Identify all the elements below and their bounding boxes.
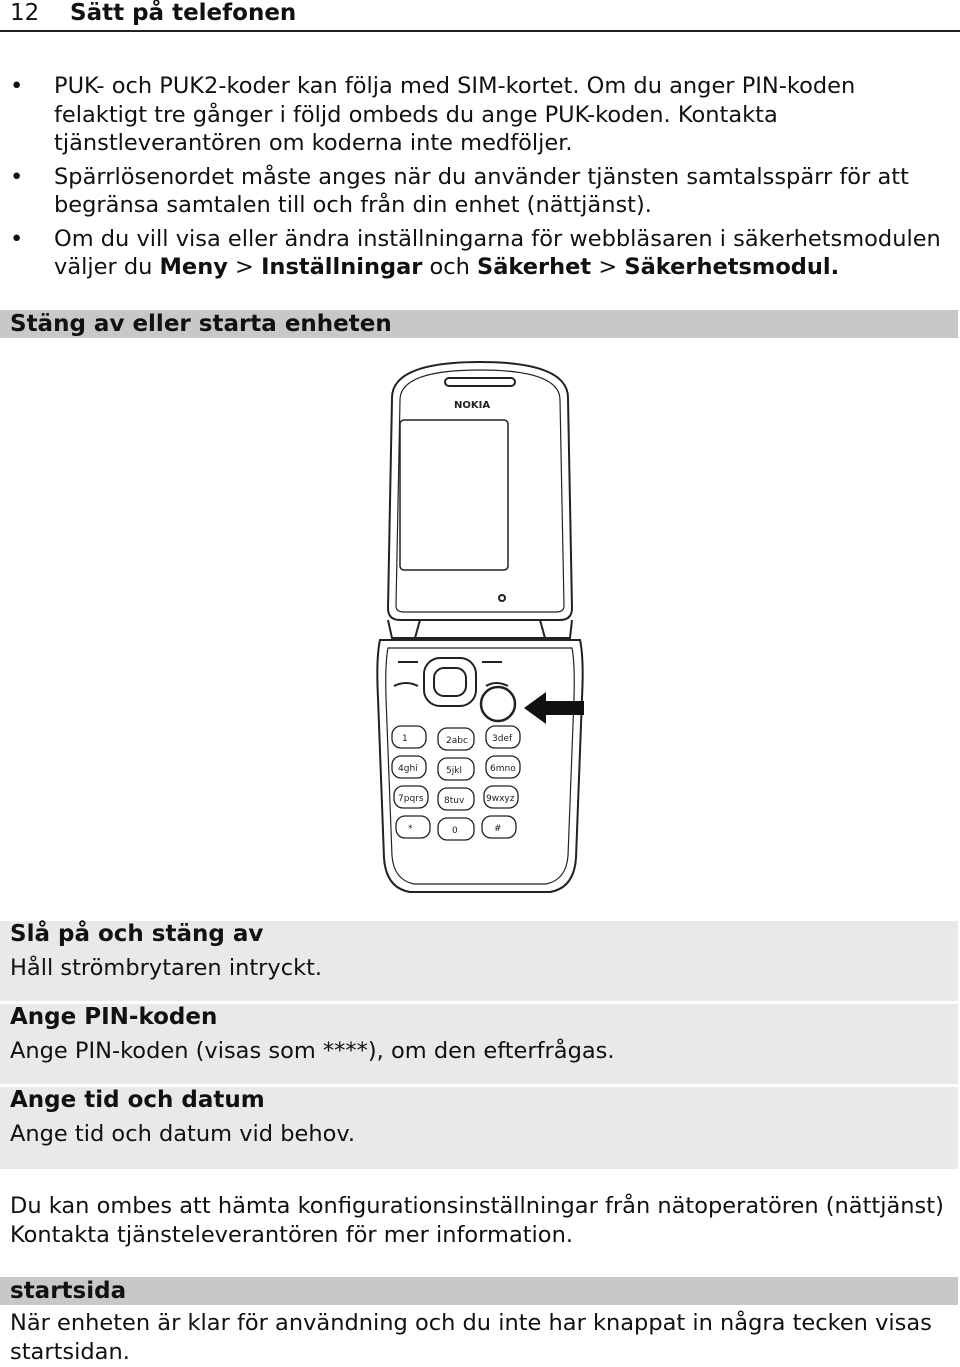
phone-illustration <box>370 358 590 898</box>
list-item <box>0 72 960 158</box>
key-label: 8tuv <box>444 796 465 806</box>
bullet-icon: • <box>10 225 24 252</box>
bullet-icon: • <box>10 73 24 99</box>
menu-path-meny: Meny <box>159 254 228 280</box>
step-title: Slå på och stäng av <box>10 921 264 947</box>
menu-path-sakerhetsmodul: Säkerhetsmodul <box>624 254 831 280</box>
key-label: 0 <box>452 826 458 836</box>
key-label: * <box>408 824 413 834</box>
section-title: Stäng av eller starta enheten <box>10 311 392 337</box>
list-item <box>0 225 960 282</box>
bullet-text: Spärrlösenordet måste anges när du använder tjänsten samtalsspärr för att begränsa samtalen till och från din enhet (nättjänst). <box>54 163 909 218</box>
body-text: När enheten är klar för användning och du inte har knappat in några tecken visas startsidan. <box>10 1310 932 1365</box>
key-label: # <box>494 824 502 834</box>
bullet-list <box>0 72 960 287</box>
key-label: 7pqrs <box>398 794 424 804</box>
chapter-title: Sätt på telefonen <box>70 0 297 26</box>
menu-separator: > <box>227 254 262 280</box>
list-item <box>0 163 960 220</box>
key-label: 2abc <box>446 736 468 746</box>
key-label: 4ghi <box>398 764 418 774</box>
menu-path-sakerhet: Säkerhet <box>477 254 592 280</box>
key-label: 3def <box>492 734 513 744</box>
menu-path-installningar: Inställningar <box>261 254 423 280</box>
phone-drawing <box>370 358 590 898</box>
step-title: Ange PIN-koden <box>10 1004 218 1030</box>
page-header <box>0 0 960 32</box>
brand-logo: NOKIA <box>454 400 491 411</box>
steps-panel <box>0 921 958 1169</box>
sentence-end: . <box>830 254 840 280</box>
bullet-text: PUK- och PUK2-koder kan följa med SIM-kortet. Om du anger PIN-koden felaktigt tre gånger i följd ombeds du ange PUK-koden. Kontakta tjänstleverantören om koderna inte medföljer. <box>54 73 856 156</box>
step-title: Ange tid och datum <box>10 1087 265 1113</box>
page-number: 12 <box>10 0 40 26</box>
section-heading <box>0 310 958 338</box>
menu-separator: > <box>591 254 625 280</box>
key-label: 9wxyz <box>486 794 515 804</box>
step-text: Ange tid och datum vid behov. <box>10 1121 356 1147</box>
step-text: Håll strömbrytaren intryckt. <box>10 955 323 981</box>
step-text: Ange PIN-koden (visas som ****), om den efterfrågas. <box>10 1038 615 1064</box>
section-title: startsida <box>10 1278 127 1304</box>
key-label: 6mno <box>490 764 516 774</box>
arrow-left-icon <box>522 688 586 728</box>
bullet-text: Om du vill visa eller ändra inställningarna för webbläsaren i säkerhetsmodulen väljer du <box>54 225 941 280</box>
connector-text: och <box>422 254 478 280</box>
key-label: 1 <box>402 734 408 744</box>
bullet-icon: • <box>10 163 24 190</box>
section-heading <box>0 1277 958 1305</box>
info-note: Du kan ombes att hämta konfigurationsinställningar från nätoperatören (nättjänst) Kontakta tjänsteleverantören för mer information. <box>10 1193 944 1248</box>
key-label: 5jkl <box>446 766 462 776</box>
